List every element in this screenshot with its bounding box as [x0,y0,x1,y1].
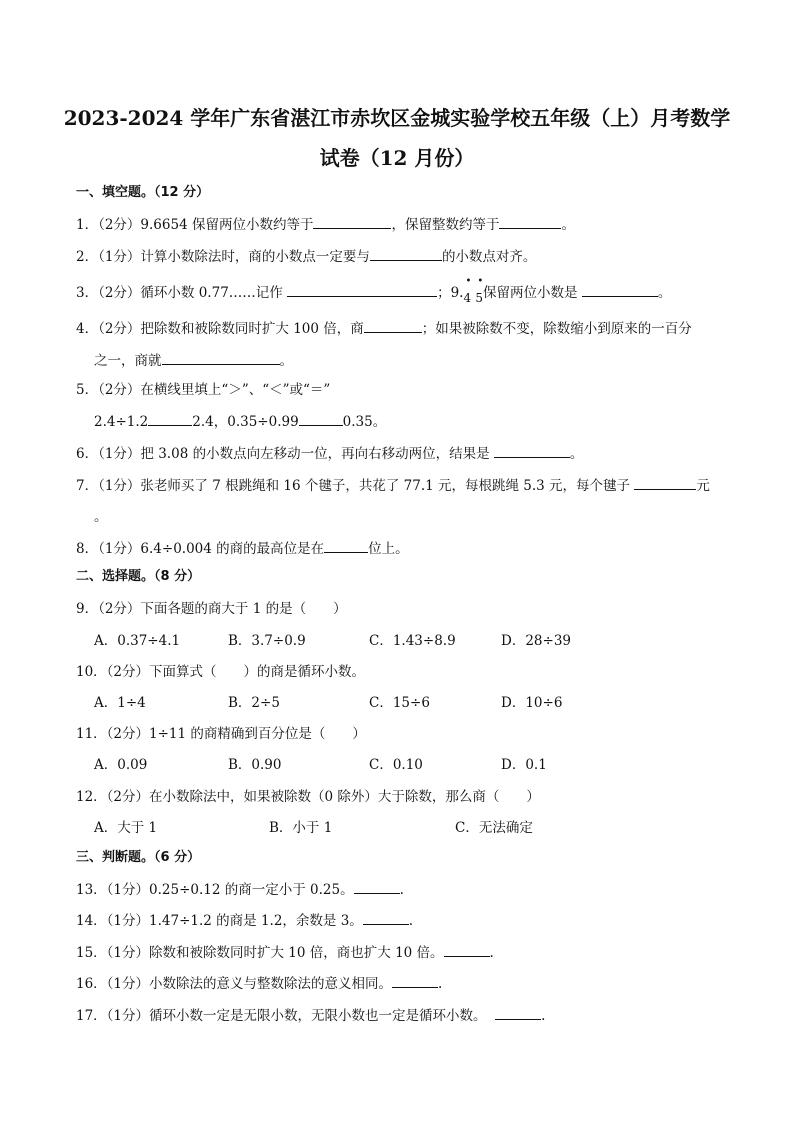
answer-blank[interactable] [324,538,368,553]
section-true-false: 三、判断题。（6 分） [76,850,201,865]
option-a[interactable]: A．大于 1 [94,820,158,836]
question-13: 13．（1分）0.25÷0.12 的商一定小于 0.25。 . [76,879,404,900]
option-d[interactable]: D．0.1 [501,757,547,773]
answer-blank[interactable] [499,214,561,229]
recurring-digit: • 5 [475,276,484,305]
option-a[interactable]: A．1÷4 [94,695,146,711]
question-12: 12．（2分）在小数除法中，如果被除数（0 除外）大于除数，那么商（ ） [76,789,540,805]
answer-blank[interactable] [494,443,570,458]
question-4-cont: 之一，商就 。 [94,350,293,371]
answer-blank[interactable] [370,246,442,261]
question-5-cont: 2.4÷1.2 2.4，0.35÷0.99 0.35。 [94,411,386,432]
answer-blank[interactable] [634,475,696,490]
section-multiple-choice: 二、选择题。（8 分） [76,569,201,584]
answer-blank[interactable] [364,318,422,333]
answer-blank[interactable] [299,411,343,426]
question-10: 10．（2分）下面算式（ ）的商是循环小数。 [76,664,366,680]
question-3: 3．（2分）循环小数 0.77……记作 ；9. • 4 • 5保留两位小数是 。 [76,276,672,305]
option-b[interactable]: B．小于 1 [269,820,333,836]
question-17: 17．（1分）循环小数一定是无限小数，无限小数也一定是循环小数。 . [76,1005,545,1026]
question-4: 4．（2分）把除数和被除数同时扩大 100 倍，商 ；如果被除数不变，除数缩小到原来的一百分 [76,318,692,339]
question-15: 15．（1分）除数和被除数同时扩大 10 倍，商也扩大 10 倍。 . [76,942,494,963]
question-16: 16．（1分）小数除法的意义与整数除法的意义相同。 . [76,973,442,994]
exam-title-line2: 试卷（12 月份） [319,146,475,170]
option-a[interactable]: A．0.09 [94,757,148,773]
answer-blank[interactable] [287,282,437,297]
question-5: 5．（2分）在横线里填上“＞”、“＜”或“＝” [76,382,331,398]
answer-blank[interactable] [148,411,192,426]
question-11: 11．（2分）1÷11 的商精确到百分位是（ ） [76,726,366,742]
recurring-digit: • 4 [463,276,472,305]
option-c[interactable]: C．1.43÷8.9 [369,633,456,649]
option-b[interactable]: B．2÷5 [228,695,280,711]
question-7: 7．（1分）张老师买了 7 根跳绳和 16 个毽子，共花了 77.1 元，每根跳绳 5.3 元，每个毽子 元 [76,475,710,496]
section-fill-blank: 一、填空题。（12 分） [76,185,210,200]
exam-title-line1: 2023-2024 学年广东省湛江市赤坎区金城实验学校五年级（上）月考数学 [63,106,731,130]
answer-blank[interactable] [495,1005,541,1020]
question-2: 2．（1分）计算小数除法时，商的小数点一定要与 的小数点对齐。 [76,246,536,267]
option-d[interactable]: D．28÷39 [501,633,571,649]
option-c[interactable]: C．无法确定 [455,820,533,836]
question-1: 1．（2分）9.6654 保留两位小数约等于 ，保留整数约等于 。 [76,214,575,235]
option-c[interactable]: C．15÷6 [369,695,430,711]
question-7-cont: 。 [94,509,108,525]
answer-blank[interactable] [162,350,280,365]
option-a[interactable]: A．0.37÷4.1 [94,633,181,649]
option-c[interactable]: C．0.10 [369,757,423,773]
answer-blank[interactable] [313,214,391,229]
option-b[interactable]: B．3.7÷0.9 [228,633,306,649]
question-8: 8．（1分）6.4÷0.004 的商的最高位是在 位上。 [76,538,409,559]
answer-blank[interactable] [444,942,490,957]
answer-blank[interactable] [363,910,409,925]
question-9: 9．（2分）下面各题的商大于 1 的是（ ） [76,601,347,617]
answer-blank[interactable] [582,282,658,297]
answer-blank[interactable] [392,973,438,988]
option-d[interactable]: D．10÷6 [501,695,563,711]
answer-blank[interactable] [354,879,400,894]
question-14: 14．（1分）1.47÷1.2 的商是 1.2，余数是 3。 . [76,910,413,931]
question-6: 6．（1分）把 3.08 的小数点向左移动一位，再向右移动两位，结果是 。 [76,443,583,464]
option-b[interactable]: B．0.90 [228,757,282,773]
